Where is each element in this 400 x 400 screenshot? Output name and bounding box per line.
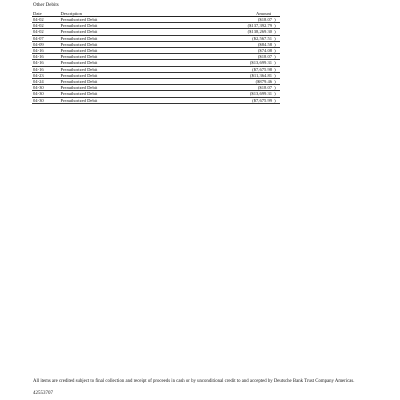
row-date: 04-02: [32, 17, 59, 23]
row-description: Preauthorized Debit: [59, 23, 207, 29]
row-amount: ($74.08: [208, 48, 274, 54]
row-description: Preauthorized Debit: [59, 91, 207, 97]
row-date: 04-02: [32, 29, 59, 35]
row-amount-suffix: ): [273, 60, 280, 66]
row-date: 04-30: [32, 91, 59, 97]
row-description: Preauthorized Debit: [59, 41, 207, 47]
row-description: Preauthorized Debit: [59, 60, 207, 66]
row-description: Preauthorized Debit: [59, 97, 207, 103]
row-amount-suffix: ): [273, 72, 280, 78]
other-debits-table: [32, 10, 280, 104]
row-amount-suffix: ): [273, 54, 280, 60]
row-amount: ($13,699.31: [208, 60, 274, 66]
row-amount: ($137,392.79: [208, 23, 274, 29]
row-amount: ($13,699.31: [208, 91, 274, 97]
row-date: 04-24: [32, 79, 59, 85]
row-date: 04-30: [32, 97, 59, 103]
row-amount-suffix: ): [273, 66, 280, 72]
row-amount-suffix: ): [273, 91, 280, 97]
description-column-header: Description: [59, 10, 207, 17]
amount-column-header: Amount: [208, 10, 274, 17]
row-date: 04-16: [32, 54, 59, 60]
row-date: 04-16: [32, 60, 59, 66]
row-amount: ($2,567.51: [208, 35, 274, 41]
row-date: 04-09: [32, 41, 59, 47]
row-description: Preauthorized Debit: [59, 35, 207, 41]
row-description: Preauthorized Debit: [59, 66, 207, 72]
row-description: Preauthorized Debit: [59, 85, 207, 91]
row-amount: ($11,364.81: [208, 72, 274, 78]
row-date: 04-23: [32, 72, 59, 78]
collection-disclaimer: All items are credited subject to final collection and receipt of proceeds in cash or by unconditional credit to and accepted by Deutsche Bank Trust Company Americas.: [33, 379, 355, 384]
account-id: 42553707: [33, 391, 53, 396]
row-amount-suffix: ): [273, 29, 280, 35]
row-amount-suffix: ): [273, 85, 280, 91]
table-row: [32, 97, 280, 103]
row-date: 04-16: [32, 48, 59, 54]
row-amount-suffix: ): [273, 35, 280, 41]
row-date: 04-07: [32, 35, 59, 41]
row-amount-suffix: ): [273, 17, 280, 23]
date-column-header: Date: [32, 10, 59, 17]
row-amount-suffix: ): [273, 48, 280, 54]
row-amount: ($84.58: [208, 41, 274, 47]
row-date: 04-16: [32, 66, 59, 72]
row-description: Preauthorized Debit: [59, 54, 207, 60]
row-amount: ($18.07: [208, 85, 274, 91]
row-amount: ($879.46: [208, 79, 274, 85]
row-date: 04-02: [32, 23, 59, 29]
row-amount: ($18.07: [208, 17, 274, 23]
row-description: Preauthorized Debit: [59, 29, 207, 35]
row-amount-suffix: ): [273, 79, 280, 85]
row-amount-suffix: ): [273, 23, 280, 29]
row-amount-suffix: ): [273, 41, 280, 47]
row-amount: ($7,675.99: [208, 97, 274, 103]
row-amount: ($18.07: [208, 54, 274, 60]
row-amount: ($138,269.30: [208, 29, 274, 35]
row-amount: ($7,675.98: [208, 66, 274, 72]
row-description: Preauthorized Debit: [59, 72, 207, 78]
row-description: Preauthorized Debit: [59, 48, 207, 54]
row-amount-suffix: ): [273, 97, 280, 103]
row-description: Preauthorized Debit: [59, 79, 207, 85]
row-date: 04-30: [32, 85, 59, 91]
section-title: Other Debits: [33, 3, 59, 8]
row-description: Preauthorized Debit: [59, 17, 207, 23]
